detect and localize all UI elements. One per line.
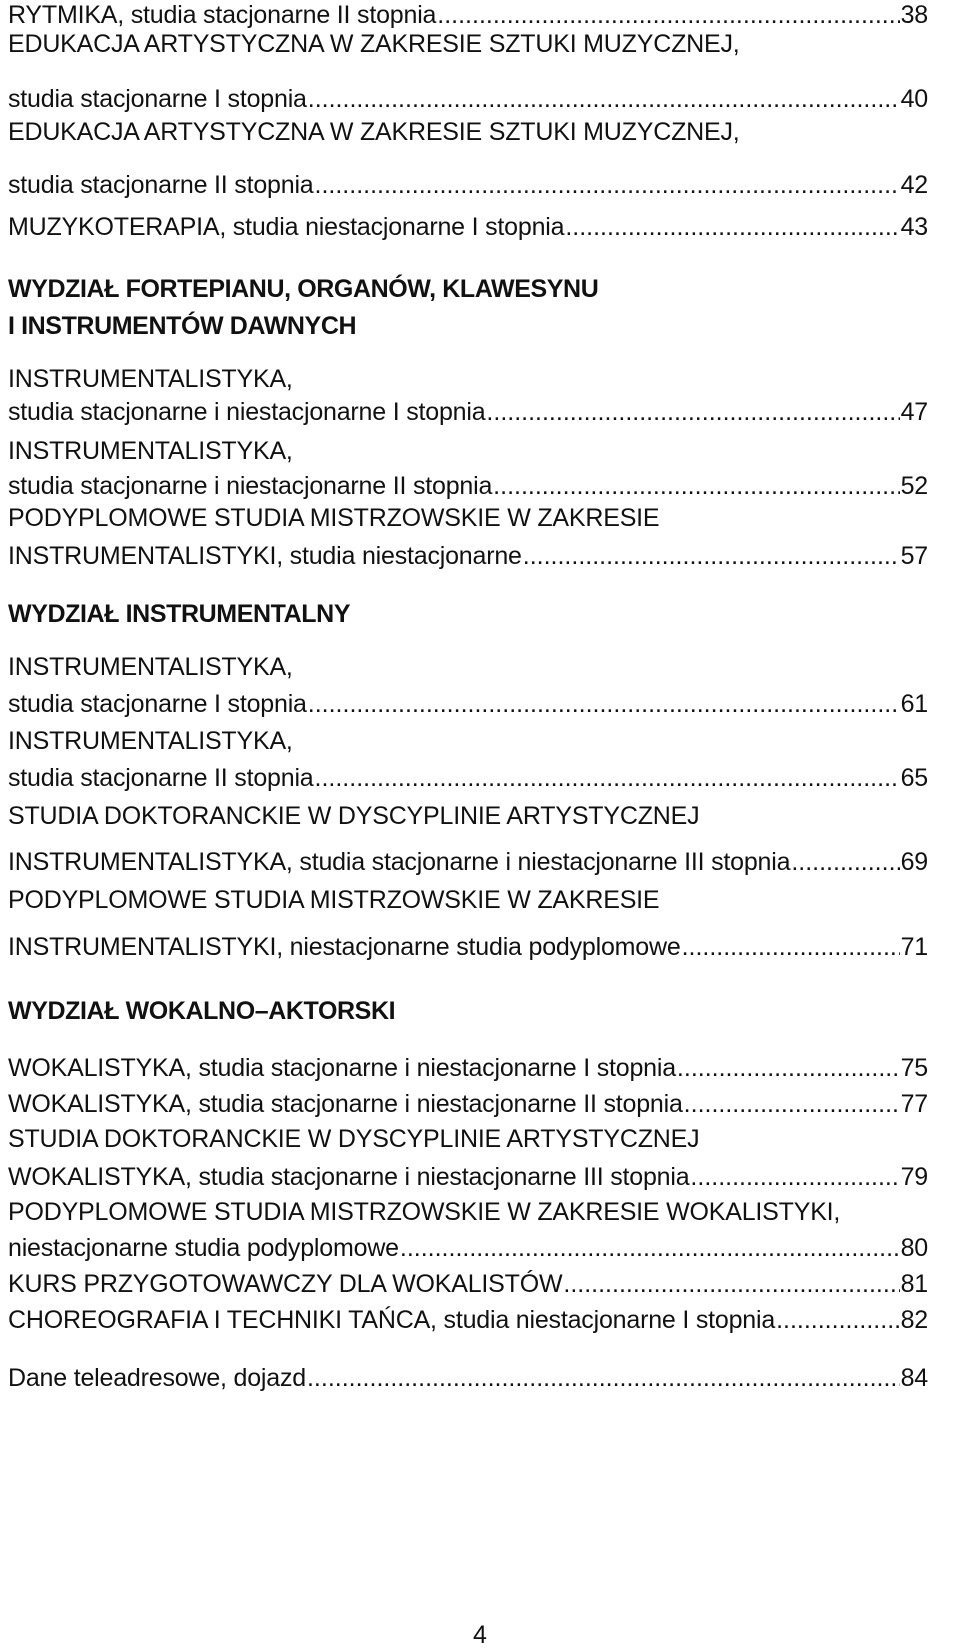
toc-entry-line: INSTRUMENTALISTYKA, [8, 653, 293, 681]
dot-leader [776, 1305, 900, 1335]
toc-entry-title: MUZYKOTERAPIA, studia niestacjonarne I stopnia [8, 213, 565, 241]
toc-entry-title: studia stacjonarne I stopnia [8, 690, 307, 718]
toc-entry [8, 1233, 928, 1263]
toc-entry [8, 932, 928, 962]
dot-leader [308, 84, 900, 114]
toc-page-number: 38 [900, 1, 928, 29]
dot-leader [682, 932, 900, 962]
toc-entry [8, 689, 928, 719]
toc-entry-title: WOKALISTYKA, studia stacjonarne i niestacjonarne II stopnia [8, 1090, 683, 1118]
dot-leader [523, 541, 900, 571]
toc-page-number: 43 [900, 213, 928, 241]
toc-entry [8, 84, 928, 114]
toc-entry-title: niestacjonarne studia podyplomowe [8, 1234, 399, 1262]
toc-entry-line: PODYPLOMOWE STUDIA MISTRZOWSKIE W ZAKRESIE [8, 504, 660, 532]
toc-entry [8, 763, 928, 793]
toc-page-number: 82 [900, 1306, 928, 1334]
toc-entry-title: INSTRUMENTALISTYKI, studia niestacjonarne [8, 542, 522, 570]
toc-entry-title: WOKALISTYKA, studia stacjonarne i niestacjonarne I stopnia [8, 1054, 676, 1082]
toc-entry-line: INSTRUMENTALISTYKA, [8, 727, 293, 755]
toc-page-number: 52 [900, 472, 928, 500]
dot-leader [486, 397, 899, 427]
toc-page-number: 81 [900, 1270, 928, 1298]
dot-leader [791, 847, 899, 877]
toc-page-number: 75 [900, 1054, 928, 1082]
section-heading: WYDZIAŁ WOKALNO–AKTORSKI [8, 997, 396, 1025]
section-heading: WYDZIAŁ INSTRUMENTALNY [8, 600, 351, 628]
toc-page-number: 84 [900, 1364, 928, 1392]
toc-entry [8, 541, 928, 571]
toc-entry-title: studia stacjonarne i niestacjonarne I stopnia [8, 398, 486, 426]
toc-entry [8, 847, 928, 877]
toc-entry-line: INSTRUMENTALISTYKA, [8, 365, 293, 393]
dot-leader [400, 1233, 900, 1263]
dot-leader [690, 1162, 899, 1192]
toc-page-number: 80 [900, 1234, 928, 1262]
toc-entry [8, 170, 928, 200]
toc-page-number: 65 [900, 764, 928, 792]
dot-leader [308, 689, 900, 719]
toc-entry [8, 1305, 928, 1335]
toc-page-number: 61 [900, 690, 928, 718]
toc-entry-line: STUDIA DOKTORANCKIE W DYSCYPLINIE ARTYSTYCZNEJ [8, 802, 700, 830]
toc-entry [8, 397, 928, 427]
toc-entry-line: PODYPLOMOWE STUDIA MISTRZOWSKIE W ZAKRESIE WOKALISTYKI, [8, 1198, 841, 1226]
toc-page-number: 71 [900, 933, 928, 961]
dot-leader [565, 212, 899, 242]
dot-leader [563, 1269, 899, 1299]
toc-page-number: 79 [900, 1163, 928, 1191]
toc-entry-title: KURS PRZYGOTOWAWCZY DLA WOKALISTÓW [8, 1270, 563, 1298]
page-number: 4 [473, 1621, 487, 1649]
dot-leader [677, 1053, 900, 1083]
toc-page-number: 47 [900, 398, 928, 426]
toc-entry [8, 1162, 928, 1192]
toc-entry-title: studia stacjonarne I stopnia [8, 85, 307, 113]
toc-entry-title: studia stacjonarne II stopnia [8, 764, 314, 792]
toc-entry-line: INSTRUMENTALISTYKA, [8, 437, 293, 465]
toc-entry-line: PODYPLOMOWE STUDIA MISTRZOWSKIE W ZAKRESIE [8, 886, 660, 914]
toc-entry [8, 1089, 928, 1119]
toc-entry-title: studia stacjonarne i niestacjonarne II stopnia [8, 472, 493, 500]
dot-leader [315, 170, 900, 200]
dot-leader [437, 0, 899, 30]
toc-page-number: 77 [900, 1090, 928, 1118]
dot-leader [315, 763, 900, 793]
toc-entry [8, 1053, 928, 1083]
section-heading: I INSTRUMENTÓW DAWNYCH [8, 312, 357, 340]
toc-entry-title: Dane teleadresowe, dojazd [8, 1364, 306, 1392]
toc-page-number: 42 [900, 171, 928, 199]
toc-entry-title: INSTRUMENTALISTYKI, niestacjonarne studia podyplomowe [8, 933, 681, 961]
toc-entry [8, 1363, 928, 1393]
dot-leader [307, 1363, 900, 1393]
toc-entry-title: CHOREOGRAFIA I TECHNIKI TAŃCA, studia niestacjonarne I stopnia [8, 1306, 776, 1334]
toc-entry [8, 471, 928, 501]
toc-page-number: 40 [900, 85, 928, 113]
dot-leader [493, 471, 899, 501]
toc-entry-title: WOKALISTYKA, studia stacjonarne i niestacjonarne III stopnia [8, 1163, 690, 1191]
toc-entry-title: INSTRUMENTALISTYKA, studia stacjonarne i niestacjonarne III stopnia [8, 848, 791, 876]
toc-page-number: 69 [900, 848, 928, 876]
toc-entry-line: STUDIA DOKTORANCKIE W DYSCYPLINIE ARTYSTYCZNEJ [8, 1125, 700, 1153]
toc-entry-title: studia stacjonarne II stopnia [8, 171, 314, 199]
toc-entry-line: EDUKACJA ARTYSTYCZNA W ZAKRESIE SZTUKI MUZYCZNEJ, [8, 30, 740, 58]
toc-entry-title: RYTMIKA, studia stacjonarne II stopnia [8, 1, 437, 29]
toc-entry [8, 212, 928, 242]
toc-page-number: 57 [900, 542, 928, 570]
toc-entry [8, 0, 928, 30]
dot-leader [684, 1089, 900, 1119]
section-heading: WYDZIAŁ FORTEPIANU, ORGANÓW, KLAWESYNU [8, 275, 599, 303]
toc-entry-line: EDUKACJA ARTYSTYCZNA W ZAKRESIE SZTUKI MUZYCZNEJ, [8, 118, 740, 146]
toc-entry [8, 1269, 928, 1299]
